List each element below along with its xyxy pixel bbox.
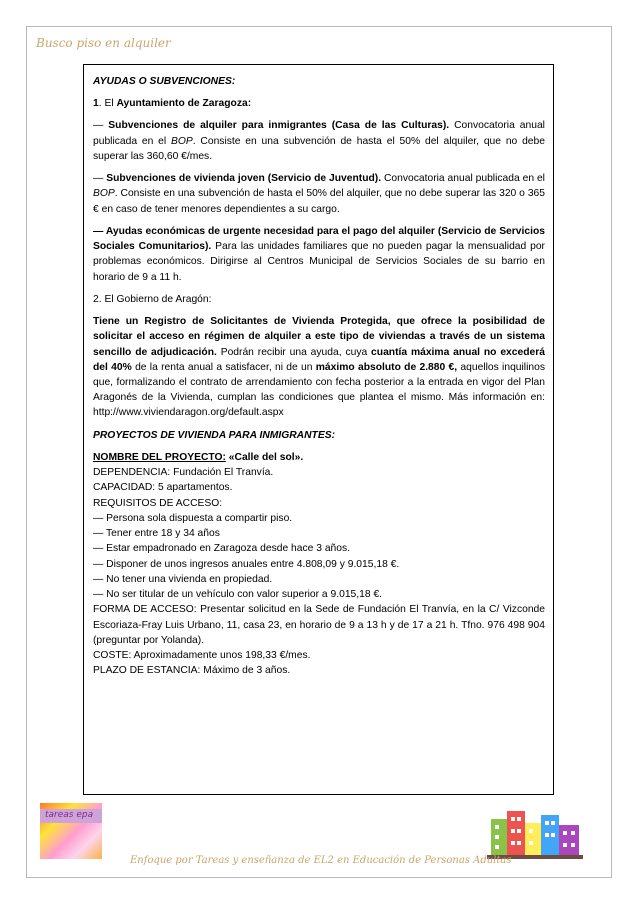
project-line: — Estar empadronado en Zaragoza desde hace 3 años. — [93, 543, 351, 555]
project-line: CAPACIDAD: 5 apartamentos. — [93, 482, 233, 494]
paragraph-vivienda-joven: — Subvenciones de vivienda joven (Servicio de Juventud). Convocatoria anual publicada en el BOP. Consiste en una subvención de hasta el 50% del alquiler, que no debe superar las 320 o 365 € en caso de tener menores dependientes a su cargo. — [93, 173, 545, 215]
project-cost: COSTE: Aproximadamente unos 198,33 €/mes. — [93, 649, 311, 661]
paragraph-registro: Tiene un Registro de Solicitantes de Vivienda Protegida, que ofrece la posibilidad de solicitar el acceso en régimen de alquiler a este tipo de viviendas a través de un sistema sencillo de adjudicación. Podrán recibir una ayuda, cuya cuantía máxima anual no excederá del 40% de la renta anual a satisfacer, ni de un máximo absoluto de 2.880 €, aquellos inquilinos que, formalizando el contrato de arrendamiento con fecha posterior a la entrada en vigor del Plan Aragonés de la Vivienda, cumplan las condiciones que plantea el mismo. Más información en: http://www.viviendaragon.org/default.aspx — [93, 316, 545, 419]
project-stay: PLAZO DE ESTANCIA: Máximo de 3 años. — [93, 665, 291, 677]
subsection-gobierno-aragon: 2. El Gobierno de Aragón: — [93, 293, 212, 305]
project-name: NOMBRE DEL PROYECTO: «Calle del sol». — [93, 451, 304, 463]
project-line: — No tener una vivienda en propiedad. — [93, 573, 273, 585]
buildings-illustration — [487, 803, 583, 859]
content-box — [83, 64, 554, 795]
project-line: — No ser titular de un vehículo con valor superior a 9.015,18 €. — [93, 589, 383, 601]
logo-text: tareas epa — [45, 810, 94, 820]
project-line: DEPENDENCIA: Fundación El Tranvía. — [93, 467, 274, 479]
project-line: — Tener entre 18 y 34 años — [93, 528, 220, 540]
tareas-epa-logo — [40, 803, 102, 859]
subsection-ayuntamiento: 1. El Ayuntamiento de Zaragoza: — [93, 98, 252, 110]
section-title-proyectos: PROYECTOS DE VIVIENDA PARA INMIGRANTES: — [93, 429, 336, 441]
paragraph-inmigrantes: — Subvenciones de alquiler para inmigrantes (Casa de las Culturas). Convocatoria anual publicada en el BOP. Consiste en una subvención de hasta el 50% del alquiler, que no debe superar las 360,60 €/mes. — [93, 120, 545, 162]
page-footer: Enfoque por Tareas y enseñanza de EL2 en Educación de Personas Adultas — [130, 855, 512, 866]
project-line: — Persona sola dispuesta a compartir piso. — [93, 512, 293, 524]
project-line: — Disponer de unos ingresos anuales entre 4.808,09 y 9.015,18 €. — [93, 558, 400, 570]
project-access: FORMA DE ACCESO: Presentar solicitud en la Sede de Fundación El Tranvía, en la C/ Vizconde Escoriaza-Fray Luis Urbano, 11, casa 23, en horario de 9 a 13 h y de 17 a 21 h. Tfno. 976 498 904 (preguntar por Yolanda). — [93, 604, 545, 646]
section-title: AYUDAS O SUBVENCIONES: — [93, 76, 236, 87]
paragraph-ayudas-urgentes: — Ayudas económicas de urgente necesidad para el pago del alquiler (Servicio de Servicios Sociales Comunitarios). Para las unidades familiares que no pueden pagar la mensualidad por problemas económicos. Dirigirse al Centros Municipal de Servicios Sociales de su barrio en horario de 9 a 11 h. — [93, 225, 545, 283]
project-line: REQUISITOS DE ACCESO: — [93, 497, 223, 509]
page-header: Busco piso en alquiler — [36, 36, 171, 50]
